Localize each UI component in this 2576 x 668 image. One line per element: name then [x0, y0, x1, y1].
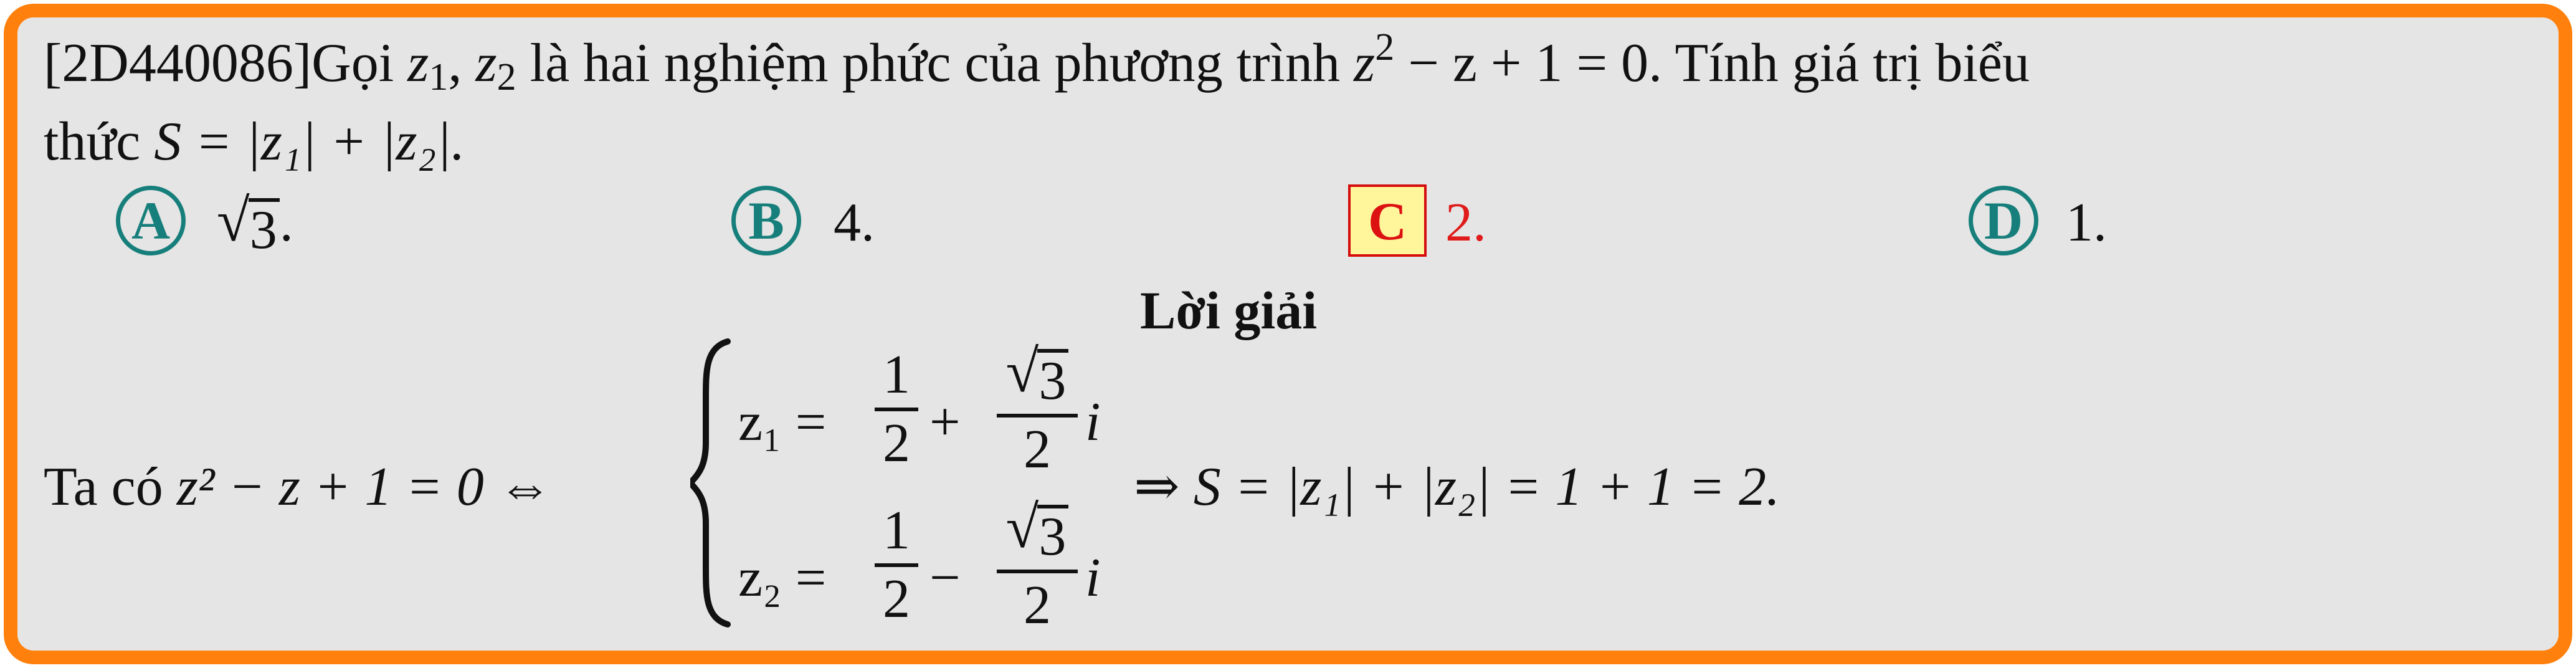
fraction-bar	[875, 408, 918, 411]
z2-symbol: z	[475, 33, 497, 93]
radical-sign-icon: √	[1005, 338, 1039, 404]
question-id: [2D440086]	[44, 33, 312, 93]
root-2-imaginary-unit: i	[1085, 548, 1101, 608]
solution-lead	[44, 457, 553, 517]
z1-subscript: 1	[429, 56, 449, 98]
solution-lead-text: Ta có	[44, 457, 163, 517]
question-middle: là hai nghiệm phức của phương trình	[530, 33, 1340, 93]
root-1-sign: +	[929, 392, 961, 452]
option-d-answer[interactable]: 1.	[2066, 193, 2107, 253]
solution-equation: z² − z + 1 = 0 ⇔	[176, 457, 553, 517]
question-line-1	[44, 26, 2030, 98]
equation-right: − z + 1 = 0. Tính giá trị biểu	[1408, 33, 2030, 93]
sqrt-three	[217, 187, 280, 260]
solution-result: ⇒ S = |z₁| + |z₂| = 1 + 1 = 2.	[1134, 457, 1780, 517]
equation-exponent: 2	[1375, 26, 1395, 69]
root-2-radicand: 3	[1037, 505, 1068, 565]
root-2-real-numerator: 1	[883, 500, 910, 561]
option-b-label[interactable]: B	[731, 186, 801, 255]
root-2-imaginary-denominator: 2	[1024, 575, 1051, 636]
solution-title: Lời giải	[1140, 280, 1318, 340]
option-a-period: .	[279, 193, 293, 253]
root-1-imaginary-fraction	[997, 338, 1078, 480]
fraction-bar	[997, 414, 1078, 418]
root-1-real-denominator: 2	[883, 413, 910, 474]
separator: ,	[448, 33, 462, 93]
option-c-answer[interactable]: 2.	[1445, 193, 1486, 253]
question-line-2	[44, 112, 465, 172]
option-b-answer[interactable]: 4.	[834, 193, 875, 253]
option-a-label[interactable]: A	[116, 186, 186, 255]
equation-variable: z	[1353, 33, 1376, 93]
left-brace-icon	[690, 336, 734, 629]
root-1-imaginary-denominator: 2	[1024, 419, 1051, 480]
option-a-answer[interactable]	[217, 187, 293, 260]
root-1-real-numerator: 1	[883, 345, 910, 405]
root-1-real-fraction	[875, 345, 918, 474]
radical-sign-icon: √	[217, 187, 250, 254]
line-2-prefix: thức	[44, 112, 141, 172]
root-1-radicand: 3	[1037, 349, 1068, 409]
z2-subscript: 2	[497, 56, 516, 98]
radicand: 3	[249, 198, 280, 258]
fraction-bar	[997, 570, 1078, 573]
option-c-label[interactable]: C	[1348, 184, 1427, 257]
root-2-name: z₂ =	[738, 548, 827, 608]
root-1-sqrt	[997, 338, 1078, 411]
radical-sign-icon: √	[1005, 494, 1039, 560]
root-1-name: z₁ =	[738, 392, 827, 452]
root-1-imaginary-unit: i	[1085, 392, 1101, 452]
root-2-real-fraction	[875, 500, 918, 629]
root-2-sign: −	[929, 548, 961, 608]
z1-symbol: z	[407, 33, 429, 93]
question-expression: S = |z₁| + |z₂|.	[154, 112, 465, 172]
root-2-sqrt	[997, 494, 1078, 567]
fraction-bar	[875, 563, 918, 567]
question-intro: Gọi	[311, 33, 394, 93]
option-d-label[interactable]: D	[1969, 186, 2038, 255]
root-2-imaginary-fraction	[997, 494, 1078, 636]
root-2-real-denominator: 2	[883, 569, 910, 629]
